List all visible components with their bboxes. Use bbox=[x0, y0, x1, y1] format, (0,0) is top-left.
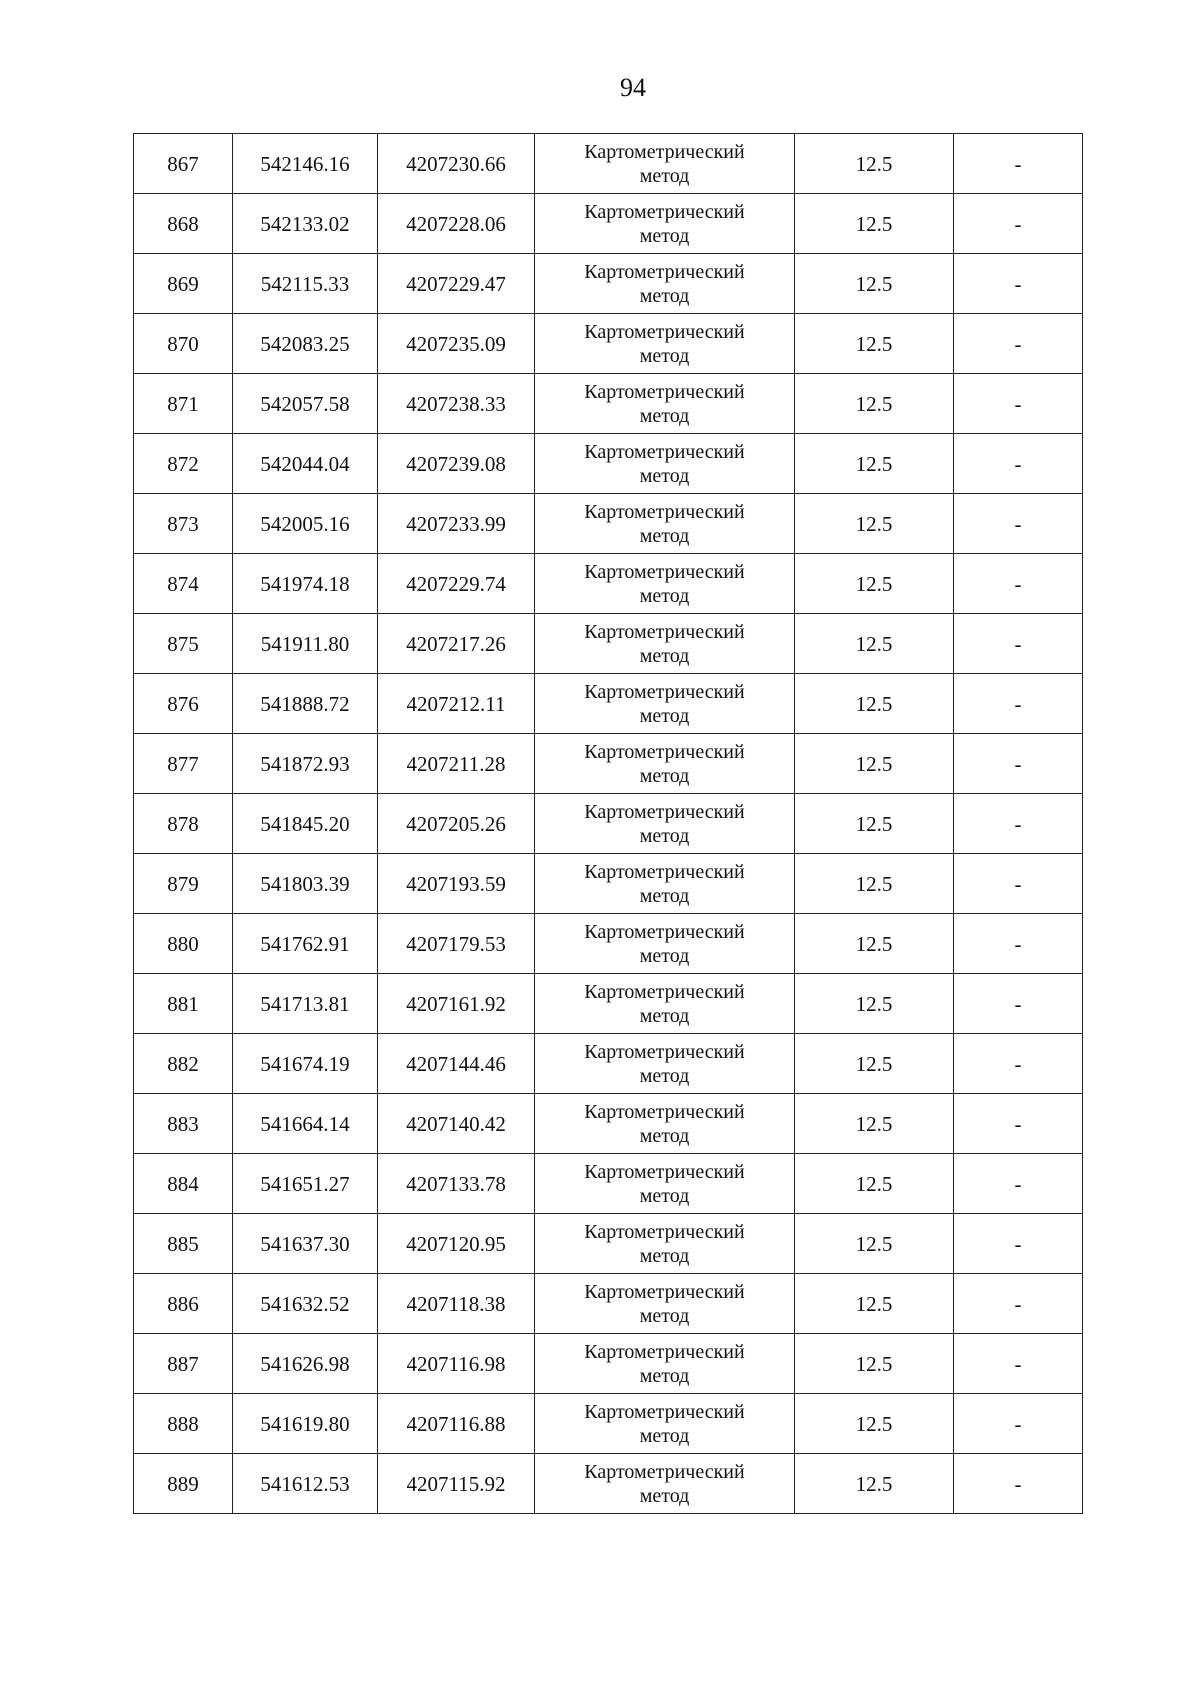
table-row bbox=[134, 1454, 1083, 1514]
x-coordinate-cell: 541911.80 bbox=[233, 614, 378, 674]
method-line-1: Картометрический bbox=[584, 1040, 745, 1063]
point-number-cell: 889 bbox=[134, 1454, 233, 1514]
x-coordinate-cell: 541637.30 bbox=[233, 1214, 378, 1274]
note-cell: - bbox=[954, 1154, 1083, 1214]
table-row bbox=[134, 254, 1083, 314]
x-coordinate-cell: 541626.98 bbox=[233, 1334, 378, 1394]
precision-cell: 12.5 bbox=[795, 914, 954, 974]
y-coordinate-cell: 4207233.99 bbox=[378, 494, 535, 554]
y-coordinate-cell: 4207212.11 bbox=[378, 674, 535, 734]
note-cell: - bbox=[954, 1274, 1083, 1334]
precision-cell: 12.5 bbox=[795, 734, 954, 794]
method-line-1: Картометрический bbox=[584, 200, 745, 223]
y-coordinate-cell: 4207239.08 bbox=[378, 434, 535, 494]
table-row bbox=[134, 734, 1083, 794]
table-row bbox=[134, 1334, 1083, 1394]
method-cell bbox=[535, 1154, 795, 1214]
y-coordinate-cell: 4207238.33 bbox=[378, 374, 535, 434]
method-line-2: метод bbox=[639, 524, 690, 547]
note-cell: - bbox=[954, 974, 1083, 1034]
y-coordinate-cell: 4207230.66 bbox=[378, 134, 535, 194]
method-line-2: метод bbox=[639, 944, 690, 967]
method-line-1: Картометрический bbox=[584, 740, 745, 763]
x-coordinate-cell: 541803.39 bbox=[233, 854, 378, 914]
precision-cell: 12.5 bbox=[795, 254, 954, 314]
method-line-1: Картометрический bbox=[584, 920, 745, 943]
x-coordinate-cell: 542057.58 bbox=[233, 374, 378, 434]
precision-cell: 12.5 bbox=[795, 434, 954, 494]
method-line-1: Картометрический bbox=[584, 620, 745, 643]
method-line-2: метод bbox=[639, 464, 690, 487]
y-coordinate-cell: 4207193.59 bbox=[378, 854, 535, 914]
method-line-2: метод bbox=[639, 884, 690, 907]
y-coordinate-cell: 4207133.78 bbox=[378, 1154, 535, 1214]
note-cell: - bbox=[954, 134, 1083, 194]
table-row bbox=[134, 434, 1083, 494]
method-line-1: Картометрический bbox=[584, 500, 745, 523]
point-number-cell: 882 bbox=[134, 1034, 233, 1094]
point-number-cell: 888 bbox=[134, 1394, 233, 1454]
table-row bbox=[134, 1154, 1083, 1214]
precision-cell: 12.5 bbox=[795, 1034, 954, 1094]
method-line-1: Картометрический bbox=[584, 1400, 745, 1423]
note-cell: - bbox=[954, 254, 1083, 314]
x-coordinate-cell: 542146.16 bbox=[233, 134, 378, 194]
x-coordinate-cell: 542005.16 bbox=[233, 494, 378, 554]
point-number-cell: 879 bbox=[134, 854, 233, 914]
coordinates-table bbox=[133, 133, 1083, 1514]
point-number-cell: 876 bbox=[134, 674, 233, 734]
method-line-1: Картометрический bbox=[584, 380, 745, 403]
note-cell: - bbox=[954, 494, 1083, 554]
y-coordinate-cell: 4207116.98 bbox=[378, 1334, 535, 1394]
method-line-1: Картометрический bbox=[584, 320, 745, 343]
precision-cell: 12.5 bbox=[795, 1094, 954, 1154]
note-cell: - bbox=[954, 374, 1083, 434]
method-cell bbox=[535, 194, 795, 254]
y-coordinate-cell: 4207120.95 bbox=[378, 1214, 535, 1274]
y-coordinate-cell: 4207179.53 bbox=[378, 914, 535, 974]
point-number-cell: 883 bbox=[134, 1094, 233, 1154]
method-line-2: метод bbox=[639, 284, 690, 307]
x-coordinate-cell: 541619.80 bbox=[233, 1394, 378, 1454]
method-cell bbox=[535, 1034, 795, 1094]
method-line-2: метод bbox=[639, 584, 690, 607]
note-cell: - bbox=[954, 1094, 1083, 1154]
note-cell: - bbox=[954, 614, 1083, 674]
method-cell bbox=[535, 1454, 795, 1514]
method-cell bbox=[535, 1394, 795, 1454]
precision-cell: 12.5 bbox=[795, 194, 954, 254]
y-coordinate-cell: 4207118.38 bbox=[378, 1274, 535, 1334]
table-row bbox=[134, 914, 1083, 974]
x-coordinate-cell: 541762.91 bbox=[233, 914, 378, 974]
method-line-2: метод bbox=[639, 404, 690, 427]
table-row bbox=[134, 974, 1083, 1034]
x-coordinate-cell: 542083.25 bbox=[233, 314, 378, 374]
y-coordinate-cell: 4207211.28 bbox=[378, 734, 535, 794]
precision-cell: 12.5 bbox=[795, 854, 954, 914]
x-coordinate-cell: 541713.81 bbox=[233, 974, 378, 1034]
precision-cell: 12.5 bbox=[795, 1454, 954, 1514]
method-line-1: Картометрический bbox=[584, 860, 745, 883]
method-cell bbox=[535, 494, 795, 554]
precision-cell: 12.5 bbox=[795, 1154, 954, 1214]
table-row bbox=[134, 1394, 1083, 1454]
x-coordinate-cell: 541612.53 bbox=[233, 1454, 378, 1514]
point-number-cell: 870 bbox=[134, 314, 233, 374]
point-number-cell: 884 bbox=[134, 1154, 233, 1214]
method-line-1: Картометрический bbox=[584, 1280, 745, 1303]
method-cell bbox=[535, 914, 795, 974]
method-cell bbox=[535, 434, 795, 494]
note-cell: - bbox=[954, 854, 1083, 914]
x-coordinate-cell: 541888.72 bbox=[233, 674, 378, 734]
method-line-2: метод bbox=[639, 344, 690, 367]
precision-cell: 12.5 bbox=[795, 314, 954, 374]
method-line-2: метод bbox=[639, 1184, 690, 1207]
x-coordinate-cell: 541845.20 bbox=[233, 794, 378, 854]
note-cell: - bbox=[954, 1334, 1083, 1394]
point-number-cell: 873 bbox=[134, 494, 233, 554]
x-coordinate-cell: 542044.04 bbox=[233, 434, 378, 494]
table-row bbox=[134, 1214, 1083, 1274]
y-coordinate-cell: 4207217.26 bbox=[378, 614, 535, 674]
method-line-2: метод bbox=[639, 1304, 690, 1327]
method-cell bbox=[535, 554, 795, 614]
method-cell bbox=[535, 1334, 795, 1394]
method-cell bbox=[535, 974, 795, 1034]
table-row bbox=[134, 1094, 1083, 1154]
method-cell bbox=[535, 254, 795, 314]
precision-cell: 12.5 bbox=[795, 374, 954, 434]
point-number-cell: 872 bbox=[134, 434, 233, 494]
note-cell: - bbox=[954, 434, 1083, 494]
table-row bbox=[134, 194, 1083, 254]
method-line-1: Картометрический bbox=[584, 140, 745, 163]
method-line-2: метод bbox=[639, 644, 690, 667]
method-line-2: метод bbox=[639, 1064, 690, 1087]
y-coordinate-cell: 4207161.92 bbox=[378, 974, 535, 1034]
point-number-cell: 871 bbox=[134, 374, 233, 434]
precision-cell: 12.5 bbox=[795, 134, 954, 194]
x-coordinate-cell: 542133.02 bbox=[233, 194, 378, 254]
precision-cell: 12.5 bbox=[795, 1334, 954, 1394]
table-row bbox=[134, 134, 1083, 194]
precision-cell: 12.5 bbox=[795, 794, 954, 854]
point-number-cell: 868 bbox=[134, 194, 233, 254]
method-line-1: Картометрический bbox=[584, 800, 745, 823]
method-cell bbox=[535, 674, 795, 734]
method-line-2: метод bbox=[639, 764, 690, 787]
method-line-2: метод bbox=[639, 1124, 690, 1147]
point-number-cell: 886 bbox=[134, 1274, 233, 1334]
table-row bbox=[134, 614, 1083, 674]
precision-cell: 12.5 bbox=[795, 614, 954, 674]
x-coordinate-cell: 541632.52 bbox=[233, 1274, 378, 1334]
method-line-1: Картометрический bbox=[584, 1100, 745, 1123]
page-number: 94 bbox=[620, 73, 646, 102]
table-row bbox=[134, 1034, 1083, 1094]
method-cell bbox=[535, 314, 795, 374]
method-line-1: Картометрический bbox=[584, 680, 745, 703]
method-line-2: метод bbox=[639, 704, 690, 727]
method-line-2: метод bbox=[639, 824, 690, 847]
point-number-cell: 885 bbox=[134, 1214, 233, 1274]
method-line-2: метод bbox=[639, 224, 690, 247]
point-number-cell: 877 bbox=[134, 734, 233, 794]
table-row bbox=[134, 674, 1083, 734]
note-cell: - bbox=[954, 674, 1083, 734]
method-line-1: Картометрический bbox=[584, 560, 745, 583]
note-cell: - bbox=[954, 1454, 1083, 1514]
precision-cell: 12.5 bbox=[795, 494, 954, 554]
precision-cell: 12.5 bbox=[795, 974, 954, 1034]
precision-cell: 12.5 bbox=[795, 1394, 954, 1454]
point-number-cell: 867 bbox=[134, 134, 233, 194]
point-number-cell: 869 bbox=[134, 254, 233, 314]
x-coordinate-cell: 541674.19 bbox=[233, 1034, 378, 1094]
method-line-1: Картометрический bbox=[584, 1160, 745, 1183]
note-cell: - bbox=[954, 1034, 1083, 1094]
method-cell bbox=[535, 734, 795, 794]
precision-cell: 12.5 bbox=[795, 674, 954, 734]
x-coordinate-cell: 541872.93 bbox=[233, 734, 378, 794]
point-number-cell: 887 bbox=[134, 1334, 233, 1394]
method-cell bbox=[535, 854, 795, 914]
method-cell bbox=[535, 1214, 795, 1274]
y-coordinate-cell: 4207140.42 bbox=[378, 1094, 535, 1154]
table-row bbox=[134, 794, 1083, 854]
x-coordinate-cell: 541651.27 bbox=[233, 1154, 378, 1214]
note-cell: - bbox=[954, 314, 1083, 374]
method-line-1: Картометрический bbox=[584, 1340, 745, 1363]
y-coordinate-cell: 4207229.74 bbox=[378, 554, 535, 614]
precision-cell: 12.5 bbox=[795, 554, 954, 614]
y-coordinate-cell: 4207115.92 bbox=[378, 1454, 535, 1514]
method-line-1: Картометрический bbox=[584, 980, 745, 1003]
method-line-1: Картометрический bbox=[584, 1460, 745, 1483]
table-row bbox=[134, 494, 1083, 554]
y-coordinate-cell: 4207229.47 bbox=[378, 254, 535, 314]
point-number-cell: 878 bbox=[134, 794, 233, 854]
precision-cell: 12.5 bbox=[795, 1274, 954, 1334]
note-cell: - bbox=[954, 914, 1083, 974]
note-cell: - bbox=[954, 1394, 1083, 1454]
method-cell bbox=[535, 614, 795, 674]
method-line-1: Картометрический bbox=[584, 1220, 745, 1243]
y-coordinate-cell: 4207144.46 bbox=[378, 1034, 535, 1094]
method-cell bbox=[535, 134, 795, 194]
method-line-2: метод bbox=[639, 1364, 690, 1387]
method-cell bbox=[535, 794, 795, 854]
table-row bbox=[134, 1274, 1083, 1334]
note-cell: - bbox=[954, 794, 1083, 854]
table-row bbox=[134, 374, 1083, 434]
table-row bbox=[134, 854, 1083, 914]
method-cell bbox=[535, 1094, 795, 1154]
point-number-cell: 874 bbox=[134, 554, 233, 614]
method-line-2: метод bbox=[639, 1244, 690, 1267]
table-row bbox=[134, 314, 1083, 374]
method-cell bbox=[535, 1274, 795, 1334]
coordinates-table-body bbox=[134, 134, 1083, 1514]
x-coordinate-cell: 542115.33 bbox=[233, 254, 378, 314]
point-number-cell: 880 bbox=[134, 914, 233, 974]
precision-cell: 12.5 bbox=[795, 1214, 954, 1274]
note-cell: - bbox=[954, 554, 1083, 614]
method-line-2: метод bbox=[639, 1424, 690, 1447]
method-line-2: метод bbox=[639, 1484, 690, 1507]
method-line-2: метод bbox=[639, 1004, 690, 1027]
note-cell: - bbox=[954, 194, 1083, 254]
y-coordinate-cell: 4207235.09 bbox=[378, 314, 535, 374]
method-line-1: Картометрический bbox=[584, 260, 745, 283]
method-line-1: Картометрический bbox=[584, 440, 745, 463]
y-coordinate-cell: 4207116.88 bbox=[378, 1394, 535, 1454]
note-cell: - bbox=[954, 734, 1083, 794]
point-number-cell: 881 bbox=[134, 974, 233, 1034]
x-coordinate-cell: 541974.18 bbox=[233, 554, 378, 614]
x-coordinate-cell: 541664.14 bbox=[233, 1094, 378, 1154]
method-cell bbox=[535, 374, 795, 434]
table-row bbox=[134, 554, 1083, 614]
y-coordinate-cell: 4207228.06 bbox=[378, 194, 535, 254]
point-number-cell: 875 bbox=[134, 614, 233, 674]
note-cell: - bbox=[954, 1214, 1083, 1274]
method-line-2: метод bbox=[639, 164, 690, 187]
y-coordinate-cell: 4207205.26 bbox=[378, 794, 535, 854]
